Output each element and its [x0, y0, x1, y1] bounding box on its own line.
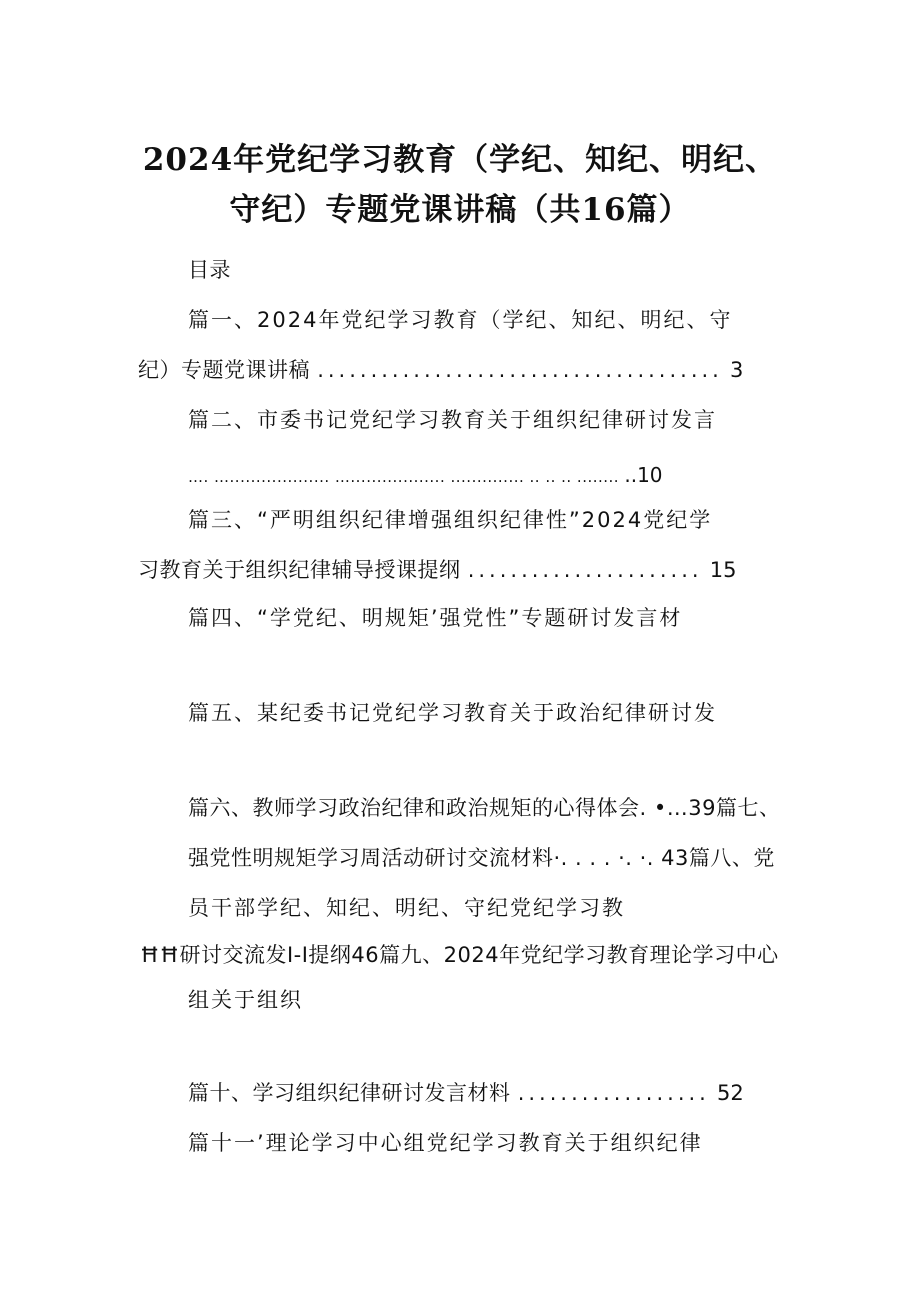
toc-entry-1-line-1: 篇一、2024年党纪学习教育（学纪、知纪、明纪、守: [188, 308, 733, 332]
toc-leader-dots: ......................................: [317, 358, 723, 382]
toc-entry-7-line: 强党性明规矩学习周活动研讨交流材料·. . . . ·. ·. 43篇八、党: [188, 846, 775, 870]
toc-entry-6-line: 篇六、教师学习政治纪律和政治规矩的心得体会. •…39篇七、: [188, 796, 781, 820]
toc-heading: 目录: [188, 258, 231, 282]
toc-entry-3-line-1: 篇三、“严明组织纪律增强组织纪律性”2024党纪学: [188, 508, 713, 532]
toc-entry-text: 习教育关于组织纪律辅导授课提纲: [138, 558, 461, 582]
toc-entry-text: 纪）专题党课讲稿: [138, 358, 310, 382]
toc-entry-3-line-2: [138, 555, 736, 585]
toc-entry-4: 篇四、“学党纪、明规矩’强党性”专题研讨发言材: [188, 606, 683, 630]
toc-entry-8-9-line: ĦĦ研讨交流发I-I提纲46篇九、2024年党纪学习教育理论学习中心: [140, 943, 779, 967]
toc-entry-11: 篇十一’理论学习中心组党纪学习教育关于组织纪律: [188, 1131, 703, 1155]
toc-page-number: 15: [709, 558, 737, 582]
toc-entry-10: [188, 1078, 744, 1108]
toc-page-number: ..10: [624, 463, 663, 487]
toc-page-number: 52: [717, 1081, 744, 1105]
toc-leader-dots: ......................: [467, 558, 703, 582]
toc-page-number: 3: [730, 358, 744, 382]
document-title-line-1: 2024年党纪学习教育（学纪、知纪、明纪、: [142, 142, 778, 178]
toc-entry-text: 篇十、学习组织纪律研讨发言材料: [188, 1081, 511, 1105]
toc-entry-2-line-1: 篇二、市委书记党纪学习教育关于组织纪律研讨发言: [188, 408, 717, 432]
toc-leader-dots: …. …................... ….................. .............. .. .. .. ........: [188, 468, 620, 486]
toc-entry-1-line-2: [138, 355, 743, 385]
toc-entry-2-line-2: [188, 460, 663, 492]
toc-entry-8-line: 员干部学纪、知纪、明纪、守纪党纪学习教: [188, 896, 625, 920]
document-title-line-2: 守纪）专题党课讲稿（共16篇）: [229, 192, 691, 228]
toc-leader-dots: ..................: [517, 1081, 710, 1105]
toc-entry-9-line: 组关于组织: [188, 988, 303, 1012]
toc-entry-5: 篇五、某纪委书记党纪学习教育关于政治纪律研讨发: [188, 701, 717, 725]
